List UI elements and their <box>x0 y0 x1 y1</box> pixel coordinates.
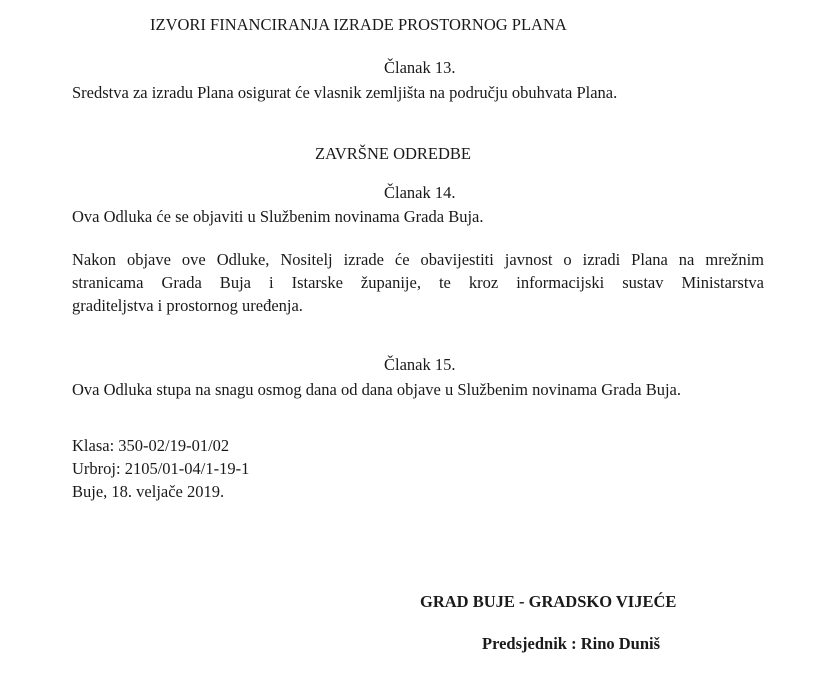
section-heading-financing: IZVORI FINANCIRANJA IZRADE PROSTORNOG PLANA <box>150 15 567 34</box>
section-heading-final-provisions: ZAVRŠNE ODREDBE <box>315 144 472 163</box>
signature-institution: GRAD BUJE - GRADSKO VIJEĆE <box>420 592 677 611</box>
signature-president: Predsjednik : Rino Duniš <box>482 634 661 653</box>
article-13-title: Članak 13. <box>384 58 456 77</box>
article-14-paragraph-line-3: graditeljstva i prostornog uređenja. <box>72 296 303 315</box>
article-14-text: Ova Odluka će se objaviti u Službenim novinama Grada Buja. <box>72 207 484 226</box>
article-14-paragraph-line-1: Nakon objave ove Odluke, Nositelj izrade će obavijestiti javnost o izradi Plana na mrežnim <box>72 250 764 269</box>
urbroj-line: Urbroj: 2105/01-04/1-19-1 <box>72 459 250 478</box>
article-15-text: Ova Odluka stupa na snagu osmog dana od dana objave u Službenim novinama Grada Buja. <box>72 380 681 399</box>
article-13-text: Sredstva za izradu Plana osigurat će vlasnik zemljišta na području obuhvata Plana. <box>72 83 618 102</box>
article-14-title: Članak 14. <box>384 183 456 202</box>
article-14-paragraph-line-2: stranicama Grada Buja i Istarske županije, te kroz informacijski sustav Ministarstva <box>72 273 764 292</box>
date-place-line: Buje, 18. veljače 2019. <box>72 482 225 501</box>
article-15-title: Članak 15. <box>384 355 456 374</box>
klasa-line: Klasa: 350-02/19-01/02 <box>72 436 230 455</box>
